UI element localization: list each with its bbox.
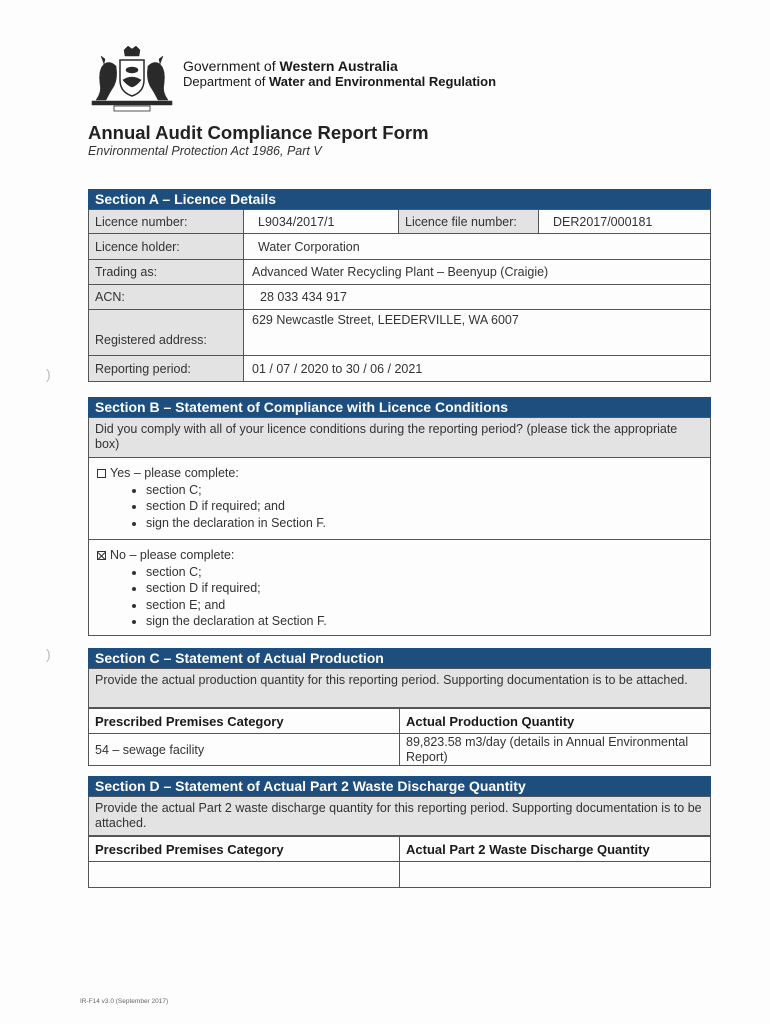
category-cell[interactable] [89, 862, 400, 888]
list-item: • section D if required; [146, 580, 702, 597]
no-label: No – please complete: [110, 548, 235, 562]
list-item: • section C; [146, 482, 702, 499]
yes-list [97, 482, 702, 532]
section-c-heading: Section C – Statement of Actual Production [88, 648, 711, 668]
column-header: Actual Production Quantity [400, 709, 711, 734]
category-cell: 54 – sewage facility [89, 734, 400, 766]
no-list [97, 564, 702, 630]
production-table [88, 708, 711, 766]
list-item: • sign the declaration in Section F. [146, 515, 702, 532]
gov-prefix: Government of [183, 58, 276, 74]
trading-value: Advanced Water Recycling Plant – Beenyup (Craigie) [244, 260, 711, 285]
section-b [88, 397, 711, 636]
section-d [88, 776, 711, 888]
licence-number-value: L9034/2017/1 [244, 210, 399, 234]
yes-option [88, 458, 711, 540]
section-a-heading: Section A – Licence Details [88, 189, 711, 209]
dept-prefix: Department of [183, 74, 266, 89]
licence-file-label: Licence file number: [399, 210, 539, 234]
column-header: Actual Part 2 Waste Discharge Quantity [400, 837, 711, 862]
section-a [88, 189, 711, 382]
section-d-heading: Section D – Statement of Actual Part 2 Waste Discharge Quantity [88, 776, 711, 796]
period-value: 01 / 07 / 2020 to 30 / 06 / 2021 [244, 356, 711, 382]
quantity-cell[interactable] [400, 862, 711, 888]
licence-number-label: Licence number: [89, 210, 244, 234]
dept-name: Water and Environmental Regulation [269, 74, 497, 89]
form-title: Annual Audit Compliance Report Form [88, 122, 429, 143]
yes-checkbox[interactable] [97, 469, 106, 478]
scan-margin-mark: ) [46, 366, 51, 382]
list-item: • section C; [146, 564, 702, 581]
trading-label: Trading as: [89, 260, 244, 285]
licence-file-value: DER2017/000181 [539, 210, 711, 234]
compliance-question: Did you comply with all of your licence conditions during the reporting period? (please tick the appropriate box) [88, 417, 711, 458]
section-c [88, 648, 711, 766]
section-c-instruction: Provide the actual production quantity for this reporting period. Supporting documentation is to be attached. [88, 668, 711, 708]
list-item: • section D if required; and [146, 498, 702, 515]
quantity-cell: 89,823.58 m3/day (details in Annual Environmental Report) [400, 734, 711, 766]
form-code-footer: IR-F14 v3.0 (September 2017) [80, 998, 169, 1005]
holder-label: Licence holder: [89, 234, 244, 260]
no-checkbox-checked[interactable] [97, 551, 106, 560]
no-option [88, 540, 711, 636]
list-item: • sign the declaration at Section F. [146, 613, 702, 630]
gov-name: Western Australia [279, 58, 398, 74]
column-header: Prescribed Premises Category [89, 709, 400, 734]
yes-label: Yes – please complete: [110, 466, 239, 480]
licence-details-table [88, 209, 711, 382]
section-d-instruction: Provide the actual Part 2 waste discharge quantity for this reporting period. Supporting documentation is to be attached. [88, 796, 711, 836]
address-value: 629 Newcastle Street, LEEDERVILLE, WA 6007 [244, 310, 711, 356]
acn-label: ACN: [89, 285, 244, 310]
scan-margin-mark: ) [46, 646, 51, 662]
section-b-heading: Section B – Statement of Compliance with Licence Conditions [88, 397, 711, 417]
government-header [183, 58, 496, 90]
acn-value: 28 033 434 917 [244, 285, 711, 310]
form-subtitle: Environmental Protection Act 1986, Part V [88, 144, 322, 158]
period-label: Reporting period: [89, 356, 244, 382]
discharge-table [88, 836, 711, 888]
address-label: Registered address: [89, 310, 244, 356]
column-header: Prescribed Premises Category [89, 837, 400, 862]
wa-government-crest-logo [86, 46, 178, 112]
list-item: • section E; and [146, 597, 702, 614]
holder-value: Water Corporation [244, 234, 711, 260]
